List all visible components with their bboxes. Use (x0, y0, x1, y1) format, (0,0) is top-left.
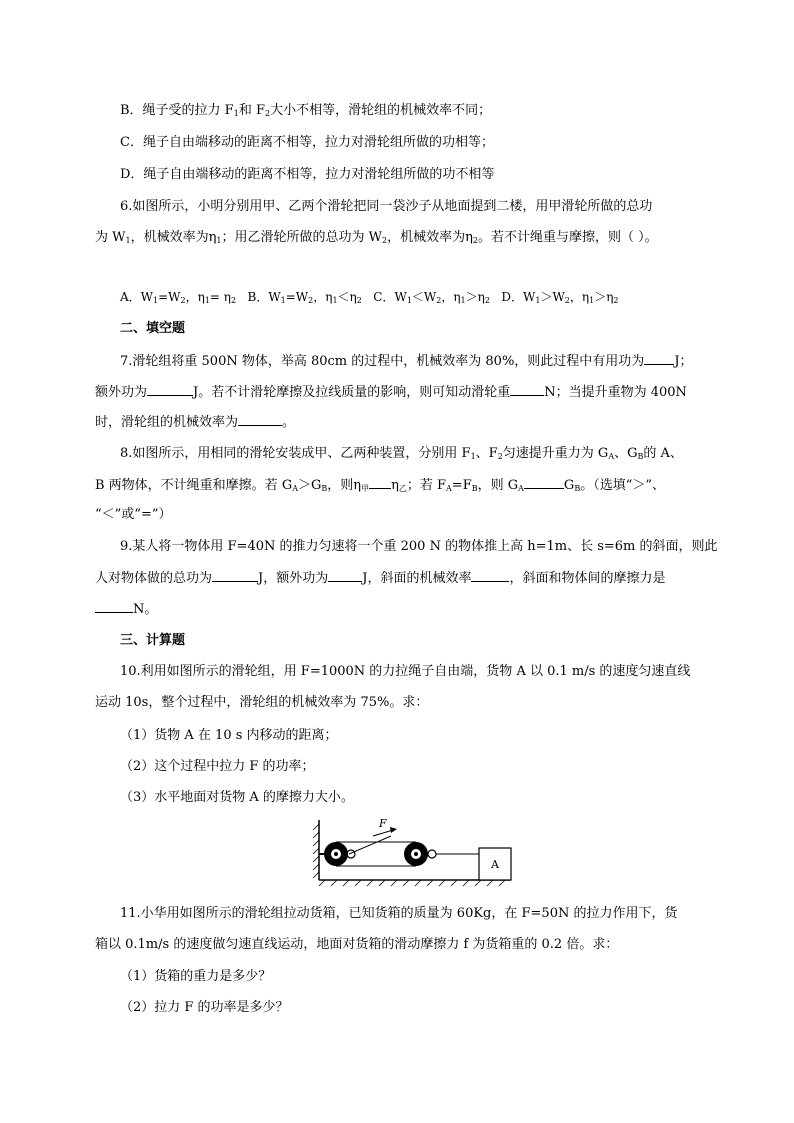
answer-blank[interactable] (510, 383, 544, 396)
q11-sub-2: （2）拉力 F 的功率是多少？ (120, 1000, 289, 1015)
q6-options (120, 288, 618, 306)
q11-line-2: 箱以 0.1m/s 的速度做匀速直线运动，地面对货箱的滑动摩擦力 f 为货箱重的 0.2 倍。求： (95, 937, 619, 952)
answer-blank[interactable] (524, 476, 564, 489)
q10-line-1: 10.利用如图所示的滑轮组，用 F=1000N 的力拉绳子自由端，货物 A 以 0.1 m/s 的速度匀速直线 (120, 664, 691, 679)
q11-line-1: 11.小华用如图所示的滑轮组拉动货箱，已知货箱的质量为 60Kg，在 F=50N 的拉力作用下，货 (120, 906, 678, 921)
pulley-figure (311, 818, 516, 888)
pulley-diagram (311, 818, 516, 888)
q6-option-c: C．$W_1<W_2$，$\eta_1>\eta_2$ (373, 290, 490, 305)
q5-option-b: B．绳子受的拉力 $F_1$和 $F_2$大小不相等，滑轮组的机械效率不同； (120, 103, 492, 118)
q5-option-c: C．绳子自由端移动的距离不相等，拉力对滑轮组所做的功相等； (120, 135, 494, 150)
q7-line-2: 额外功为 J。若不计滑轮摩擦及拉线质量的影响，则可知动滑轮重 N；当提升重物为 400N (95, 385, 687, 400)
force-label: F (379, 818, 387, 830)
fixed-pulley-hook (347, 850, 355, 858)
q9-line-1: 9.某人将一物体用 F=40N 的推力匀速将一个重 200 N 的物体推上高 h=1m、长 s=6m 的斜面，则此 (120, 539, 718, 554)
q6-option-a: A．$W_1=W_2$，$\eta_1= \eta_2$ (120, 290, 237, 305)
answer-blank[interactable] (238, 413, 282, 426)
ground-hatching (319, 880, 505, 886)
force-arrow-line (373, 830, 393, 836)
section-heading-calculation: 三、计算题 (120, 633, 186, 648)
q5-option-d: D．绳子自由端移动的距离不相等，拉力对滑轮组所做的功不相等 (120, 167, 495, 182)
q8-line-3: “＜”或“=”） (95, 507, 172, 522)
q8-line-2: B 两物体，不计绳重和摩擦。若 $G_A>G_B$，则$\eta_甲$ $\eta_乙$；若 $F_A=F_B$，则 $G_A$ $G_B$。（选填“＞”、 (95, 478, 665, 493)
q10-line-2: 运动 10s，整个过程中，滑轮组的机械效率为 75%。求： (95, 695, 429, 710)
answer-blank[interactable] (328, 569, 362, 582)
q6-line-2: 为 $W_1$，机械效率为$\eta_1$；用乙滑轮所做的总功为 $W_2$，机械效率为$\eta_2$。若不计绳重与摩擦，则（ ）。 (95, 230, 658, 245)
q9-line-3: N。 (95, 600, 157, 619)
q6-option-d: D．$W_1>W_2$，$\eta_1>\eta_2$ (501, 290, 619, 305)
answer-blank[interactable] (95, 600, 133, 613)
wall-hatching (313, 824, 319, 878)
cargo-label: A (491, 858, 499, 871)
q7-line-3: 时，滑轮组的机械效率为 。 (95, 415, 296, 430)
q9-line-2: 人对物体做的总功为 J，额外功为 J，斜面的机械效率 ，斜面和物体间的摩擦力是 (95, 571, 666, 586)
q8-line-1: 8.如图所示，用相同的滑轮安装成甲、乙两种装置，分别用 $F_1$、$F_2$匀速提升重力为 $G_A$、$G_B$的 A、 (120, 446, 683, 461)
q11-sub-1: （1）货箱的重力是多少？ (120, 969, 272, 984)
q10-sub-1: （1）货物 A 在 10 s 内移动的距离； (120, 728, 338, 743)
q6-option-b: B．$W_1=W_2$，$\eta_1<\eta_2$ (247, 290, 362, 305)
answer-blank[interactable] (212, 569, 258, 582)
q6-line-1: 6.如图所示，小明分别用甲、乙两个滑轮把同一袋沙子从地面提到二楼，用甲滑轮所做的总功 (120, 199, 653, 214)
q10-sub-3: （3）水平地面对货物 A 的摩擦力大小。 (120, 790, 354, 805)
section-heading-fill-in: 二、填空题 (120, 321, 186, 336)
force-arrow-head (390, 827, 397, 833)
answer-blank[interactable] (644, 352, 674, 365)
q10-sub-2: （2）这个过程中拉力 F 的功率； (120, 759, 315, 774)
answer-blank[interactable] (369, 476, 391, 489)
movable-pulley-hook (428, 850, 436, 858)
answer-blank[interactable] (471, 569, 509, 582)
answer-blank[interactable] (147, 383, 193, 396)
q7-line-1: 7.滑轮组将重 500N 物体，举高 80cm 的过程中，机械效率为 80%，则此过程中有用功为 J； (120, 354, 693, 369)
rope-free-end (349, 836, 391, 854)
